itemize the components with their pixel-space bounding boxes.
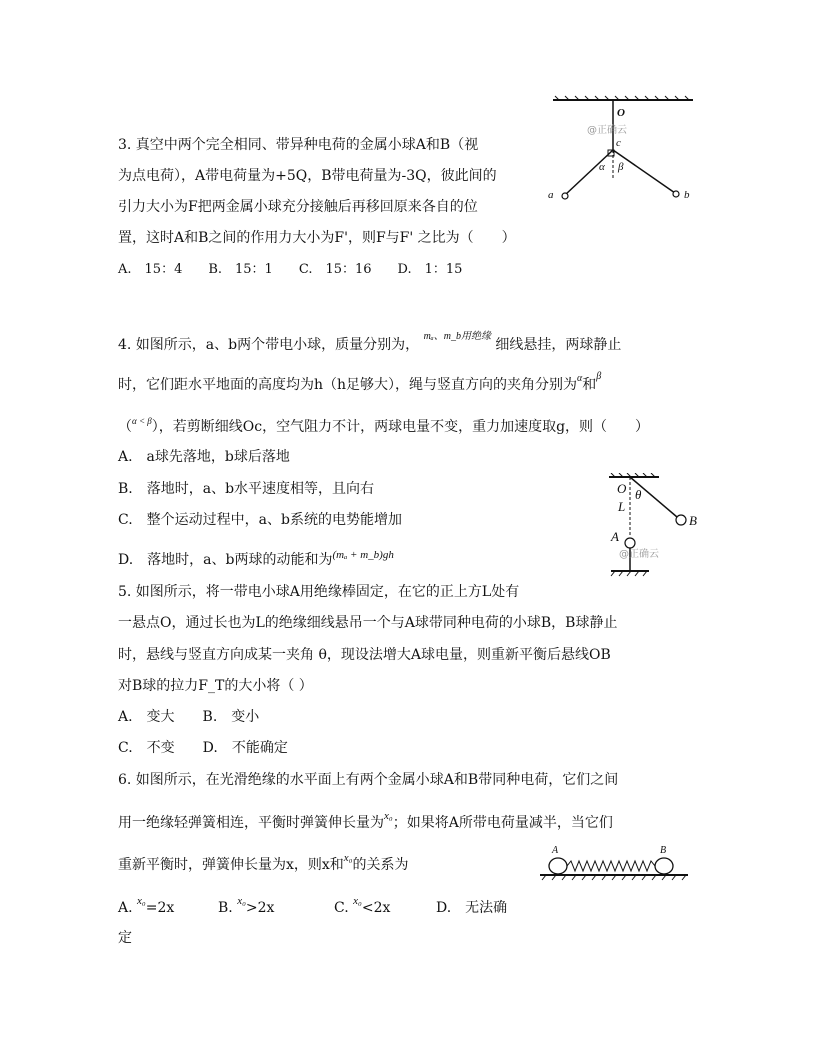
q6-option-a-letter: A. (118, 900, 133, 916)
q4-line-1 (118, 331, 622, 357)
q6-option-c-x0: x₀ (353, 895, 362, 907)
q3-label-b: b (684, 189, 690, 201)
q6-line-3-text-b: 的关系为 (352, 857, 409, 873)
q3-line-2: 为点电荷），A带电荷量为+5Q，B带电荷量为-3Q，彼此间的 (118, 168, 497, 184)
q3-label-beta: β (618, 161, 624, 173)
q6-line-2 (118, 810, 613, 834)
q4-mass-image: mₐ、m_b用绝缘 (423, 331, 491, 342)
ball-A (549, 858, 567, 874)
q6-label-B: B (660, 845, 667, 856)
q6-line-2-text-b: ；如果将A所带电荷量减半，当它们 (392, 815, 613, 831)
q3-label-c: c (616, 137, 621, 149)
spring (567, 861, 655, 871)
q4-paren: （ (118, 419, 132, 435)
q4-option-b: B. 落地时，a、b水平速度相等，且向右 (118, 481, 375, 497)
ball-a (562, 193, 568, 199)
q6-line-3-text: 重新平衡时，弹簧伸长量为x，则x和 (118, 857, 344, 873)
q6-option-b-text: >2x (245, 900, 275, 916)
q4-line-3-text: ），若剪断细线Oc，空气阻力不计，两球电量不变，重力加速度取g，则（ ） (151, 419, 650, 435)
q6-option-a-text: =2x (145, 900, 175, 916)
q6-line-1: 6. 如图所示，在光滑绝缘的水平面上有两个金属小球A和B带同种电荷，它们之间 (118, 772, 619, 788)
q4-label-L: L (618, 499, 626, 514)
q5-options-row-1: A. 变大 B. 变小 (118, 709, 260, 725)
q4-line-3 (118, 417, 649, 438)
q4-option-d-formula: (mₐ + m_b)gh (332, 549, 394, 561)
q6-option-d-cont: 定 (118, 930, 132, 946)
q5-line-2: 一悬点O，通过长也为L的绝缘细线悬吊一个与A球带同种电荷的小球B，B球静止 (118, 615, 618, 631)
q4-option-d (118, 550, 394, 571)
q6-option-b (218, 895, 275, 919)
q6-option-d: D. 无法确 (436, 900, 508, 916)
q3-options: A. 15：4 B. 15：1 C. 15：16 D. 1：15 (118, 262, 463, 277)
ball-B (655, 858, 673, 874)
q4-line-2 (118, 371, 602, 397)
q4-option-d-text: D. 落地时，a、b两球的动能和为 (118, 552, 333, 568)
q4-figure (603, 473, 703, 585)
q6-option-a (118, 895, 175, 919)
q6-label-A: A (552, 845, 559, 856)
q5-options-row-2: C. 不变 D. 不能确定 (118, 740, 288, 756)
q4-line-1-text: 4. 如图所示，a、b两个带电小球，质量分别为， (118, 337, 420, 353)
q5-line-1: 5. 如图所示，将一带电小球A用绝缘棒固定，在它的正上方L处有 (118, 584, 520, 600)
q5-line-3: 时，悬线与竖直方向成某一夹角 θ，现设法增大A球电量，则重新平衡后悬线OB (118, 647, 611, 663)
q6-option-a-x0: x₀ (137, 895, 146, 907)
q6-option-c-text: <2x (361, 900, 391, 916)
q6-line-3 (118, 852, 409, 876)
q3-line-1: 3. 真空中两个完全相同、带异种电荷的金属小球A和B（视 (118, 137, 479, 153)
q4-option-c: C. 整个运动过程中，a、b系统的电势能增加 (118, 512, 402, 528)
q3-line-3: 引力大小为F把两金属小球充分接触后再移回原来各自的位 (118, 199, 478, 215)
q3-label-a: a (548, 189, 554, 201)
q6-option-b-letter: B. (218, 900, 233, 916)
q4-watermark: @正确云 (619, 549, 659, 560)
q3-label-O: O (617, 107, 625, 119)
q6-option-b-x0: x₀ (237, 895, 246, 907)
q4-label-A: A (611, 529, 619, 544)
q6-x0-b: x₀ (343, 852, 353, 864)
q3-label-alpha: α (599, 161, 605, 173)
q6-option-c (334, 895, 391, 919)
q4-label-B: B (689, 513, 697, 528)
q4-condition: α < β (132, 416, 152, 426)
q3-figure (545, 95, 705, 215)
q4-beta: β (596, 371, 602, 382)
q4-label-theta: θ (635, 487, 642, 502)
ball-B (676, 515, 686, 525)
q4-alpha: α (577, 373, 583, 384)
q6-option-c-letter: C. (334, 900, 349, 916)
q4-label-O: O (617, 481, 627, 496)
q4-line-1-text-b: 细线悬挂，两球静止 (495, 337, 622, 353)
q3-line-4: 置，这时A和B之间的作用力大小为F'，则F与F' 之比为（ ） (118, 230, 516, 246)
q3-watermark: @正确云 (587, 125, 627, 136)
q6-figure (538, 845, 690, 881)
q6-line-2-text: 用一绝缘轻弹簧相连，平衡时弹簧伸长量为 (118, 815, 384, 831)
q5-line-4: 对B球的拉力F_T的大小将（ ） (118, 678, 313, 694)
q6-x0: x₀ (384, 810, 393, 822)
q4-and: 和 (582, 377, 597, 393)
q4-option-a: A. a球先落地，b球后落地 (118, 449, 290, 465)
ball-b (673, 191, 679, 197)
q4-line-2-text: 时，它们距水平地面的高度均为h（h足够大），绳与竖直方向的夹角分别为 (118, 377, 578, 393)
